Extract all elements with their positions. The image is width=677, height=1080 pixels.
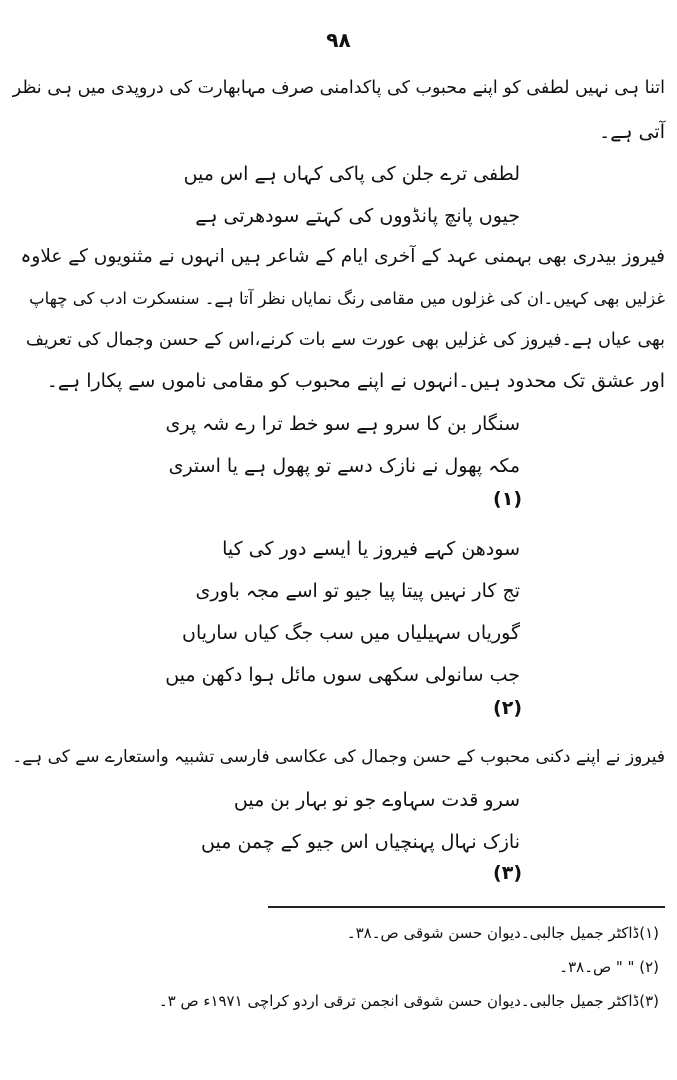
paragraph-intro-line: اتنا ہی نہیں لطفی کو اپنے محبوب کی پاکدامنی صرف مہابھارت کی دروپدی میں ہی نظر: [12, 78, 665, 98]
footnote: (۳)ڈاکٹر جمیل جالبی۔دیوان حسن شوقی انجمن ترقی اردو کراچی ۱۹۷۱ء ص ۳۔: [158, 992, 659, 1010]
reference-marker: (۲): [493, 697, 522, 719]
verse-line: سنگار بن کا سرو ہے سو خط ترا رے شہ پری: [165, 413, 520, 435]
verse-line: مکہ پھول نے نازک دسے تو پھول ہے یا استری: [168, 455, 520, 477]
paragraph-imagery-line: فیروز نے اپنے دکنی محبوب کے حسن وجمال کی عکاسی فارسی تشبیہ واستعارے سے کی ہے۔: [12, 747, 665, 767]
reference-marker: (۳): [493, 862, 522, 884]
footnote: (۱)ڈاکٹر جمیل جالبی۔دیوان حسن شوقی ص۔۳۸۔: [346, 924, 659, 942]
verse-line: جب سانولی سکھی سوں مائل ہوا دکھن میں: [165, 664, 520, 686]
paragraph-feroz-line: بھی عیاں ہے۔فیروز کی غزلیں بھی عورت سے بات کرنے،اس کے حسن وجمال کی تعریف: [25, 330, 665, 350]
paragraph-feroz-line: اور عشق تک محدود ہیں۔انہوں نے اپنے محبوب کو مقامی ناموں سے پکارا ہے۔: [46, 370, 665, 392]
reference-marker: (۱): [493, 488, 522, 510]
paragraph-feroz-line: فیروز بیدری بھی بہمنی عہد کے آخری ایام کے شاعر ہیں انہوں نے مثنویوں کے علاوہ: [20, 246, 665, 267]
verse-line: تج کار نہیں پیتا پیا جیو تو اسے مجہ باوری: [195, 580, 520, 602]
page-number: ۹۸: [326, 28, 351, 52]
verse-line: سودھن کہے فیروز یا ایسے دور کی کیا: [222, 538, 520, 560]
verse-line: لطفی ترے جلن کی پاکی کہاں ہے اس میں: [183, 163, 520, 185]
paragraph-intro-line: آتی ہے۔: [599, 121, 665, 143]
paragraph-feroz-line: غزلیں بھی کہیں۔ان کی غزلوں میں مقامی رنگ نمایاں نظر آتا ہے۔ سنسکرت ادب کی چھاپ: [29, 289, 665, 308]
verse-line: نازک نہال پہنچیاں اس جیو کے چمن میں: [201, 831, 520, 853]
footnote: (۲) " " ص۔۳۸۔: [559, 958, 659, 976]
verse-line: گوریاں سہیلیاں میں سب جگ کیاں ساریاں: [182, 622, 520, 644]
verse-line: سرو قدت سہاوے جو نو بہار بن میں: [233, 789, 520, 811]
verse-line: جیوں پانچ پانڈووں کی کہتے سودھرتی ہے: [195, 205, 520, 227]
footnote-separator: [268, 906, 665, 908]
